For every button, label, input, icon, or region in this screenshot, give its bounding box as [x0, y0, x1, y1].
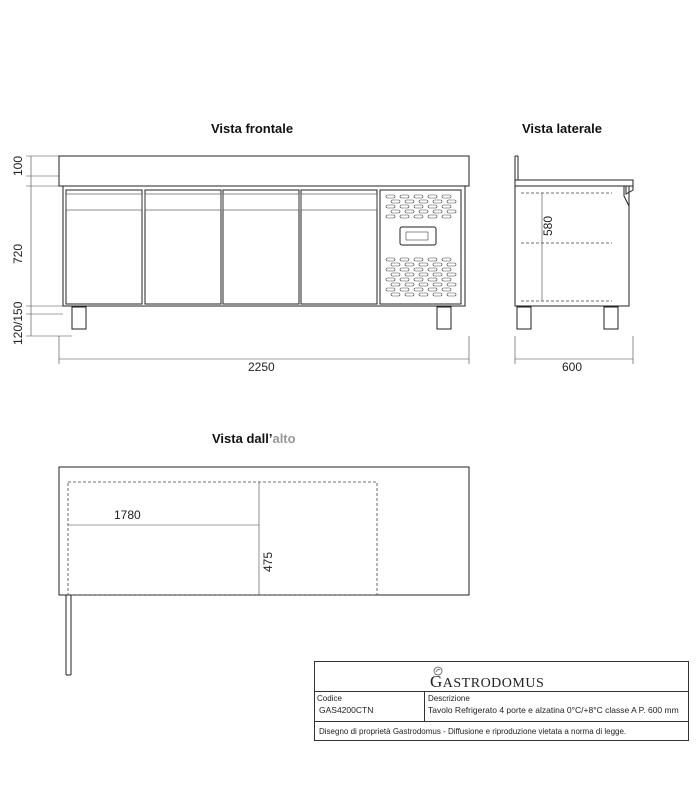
title-block	[314, 661, 689, 741]
side-worktop	[515, 180, 633, 186]
front-view-title: Vista frontale	[211, 121, 294, 136]
code-cell	[315, 692, 425, 721]
dim-side-inner: 580	[541, 215, 555, 236]
info-row	[315, 692, 688, 722]
side-leg-right	[604, 307, 618, 329]
dim-plinth-height: 120/150	[11, 301, 25, 345]
dim-top-height: 100	[11, 155, 25, 176]
dim-body-height: 720	[11, 243, 25, 264]
top-outline	[59, 467, 469, 595]
dim-side-depth: 600	[562, 360, 583, 374]
brand-row	[315, 662, 688, 692]
code-value: GAS4200CTN	[319, 705, 374, 715]
code-label: Codice	[317, 694, 342, 703]
dim-top-inner-width: 1780	[114, 508, 141, 522]
dim-top-inner-depth: 475	[261, 551, 275, 572]
brand-name: GASTRODOMUS	[430, 672, 545, 691]
dim-total-width: 2250	[248, 360, 275, 374]
side-body	[515, 186, 629, 306]
front-upstand	[59, 156, 469, 186]
front-leg-right	[437, 307, 451, 329]
side-leg-left	[517, 307, 531, 329]
side-view	[515, 156, 633, 374]
side-view-title: Vista laterale	[522, 121, 602, 136]
top-view-title: Vista dall’alto	[212, 431, 296, 446]
top-view	[59, 467, 469, 675]
front-leg-left	[72, 307, 86, 329]
description-label: Descrizione	[428, 694, 470, 703]
front-view	[11, 156, 469, 374]
copyright-notice: Disegno di proprietà Gastrodomus - Diffusione e riproduzione vietata a norma di legge.	[319, 727, 627, 736]
description-value: Tavolo Refrigerato 4 porte e alzatina 0°C/+8°C classe A P. 600 mm	[428, 705, 679, 715]
